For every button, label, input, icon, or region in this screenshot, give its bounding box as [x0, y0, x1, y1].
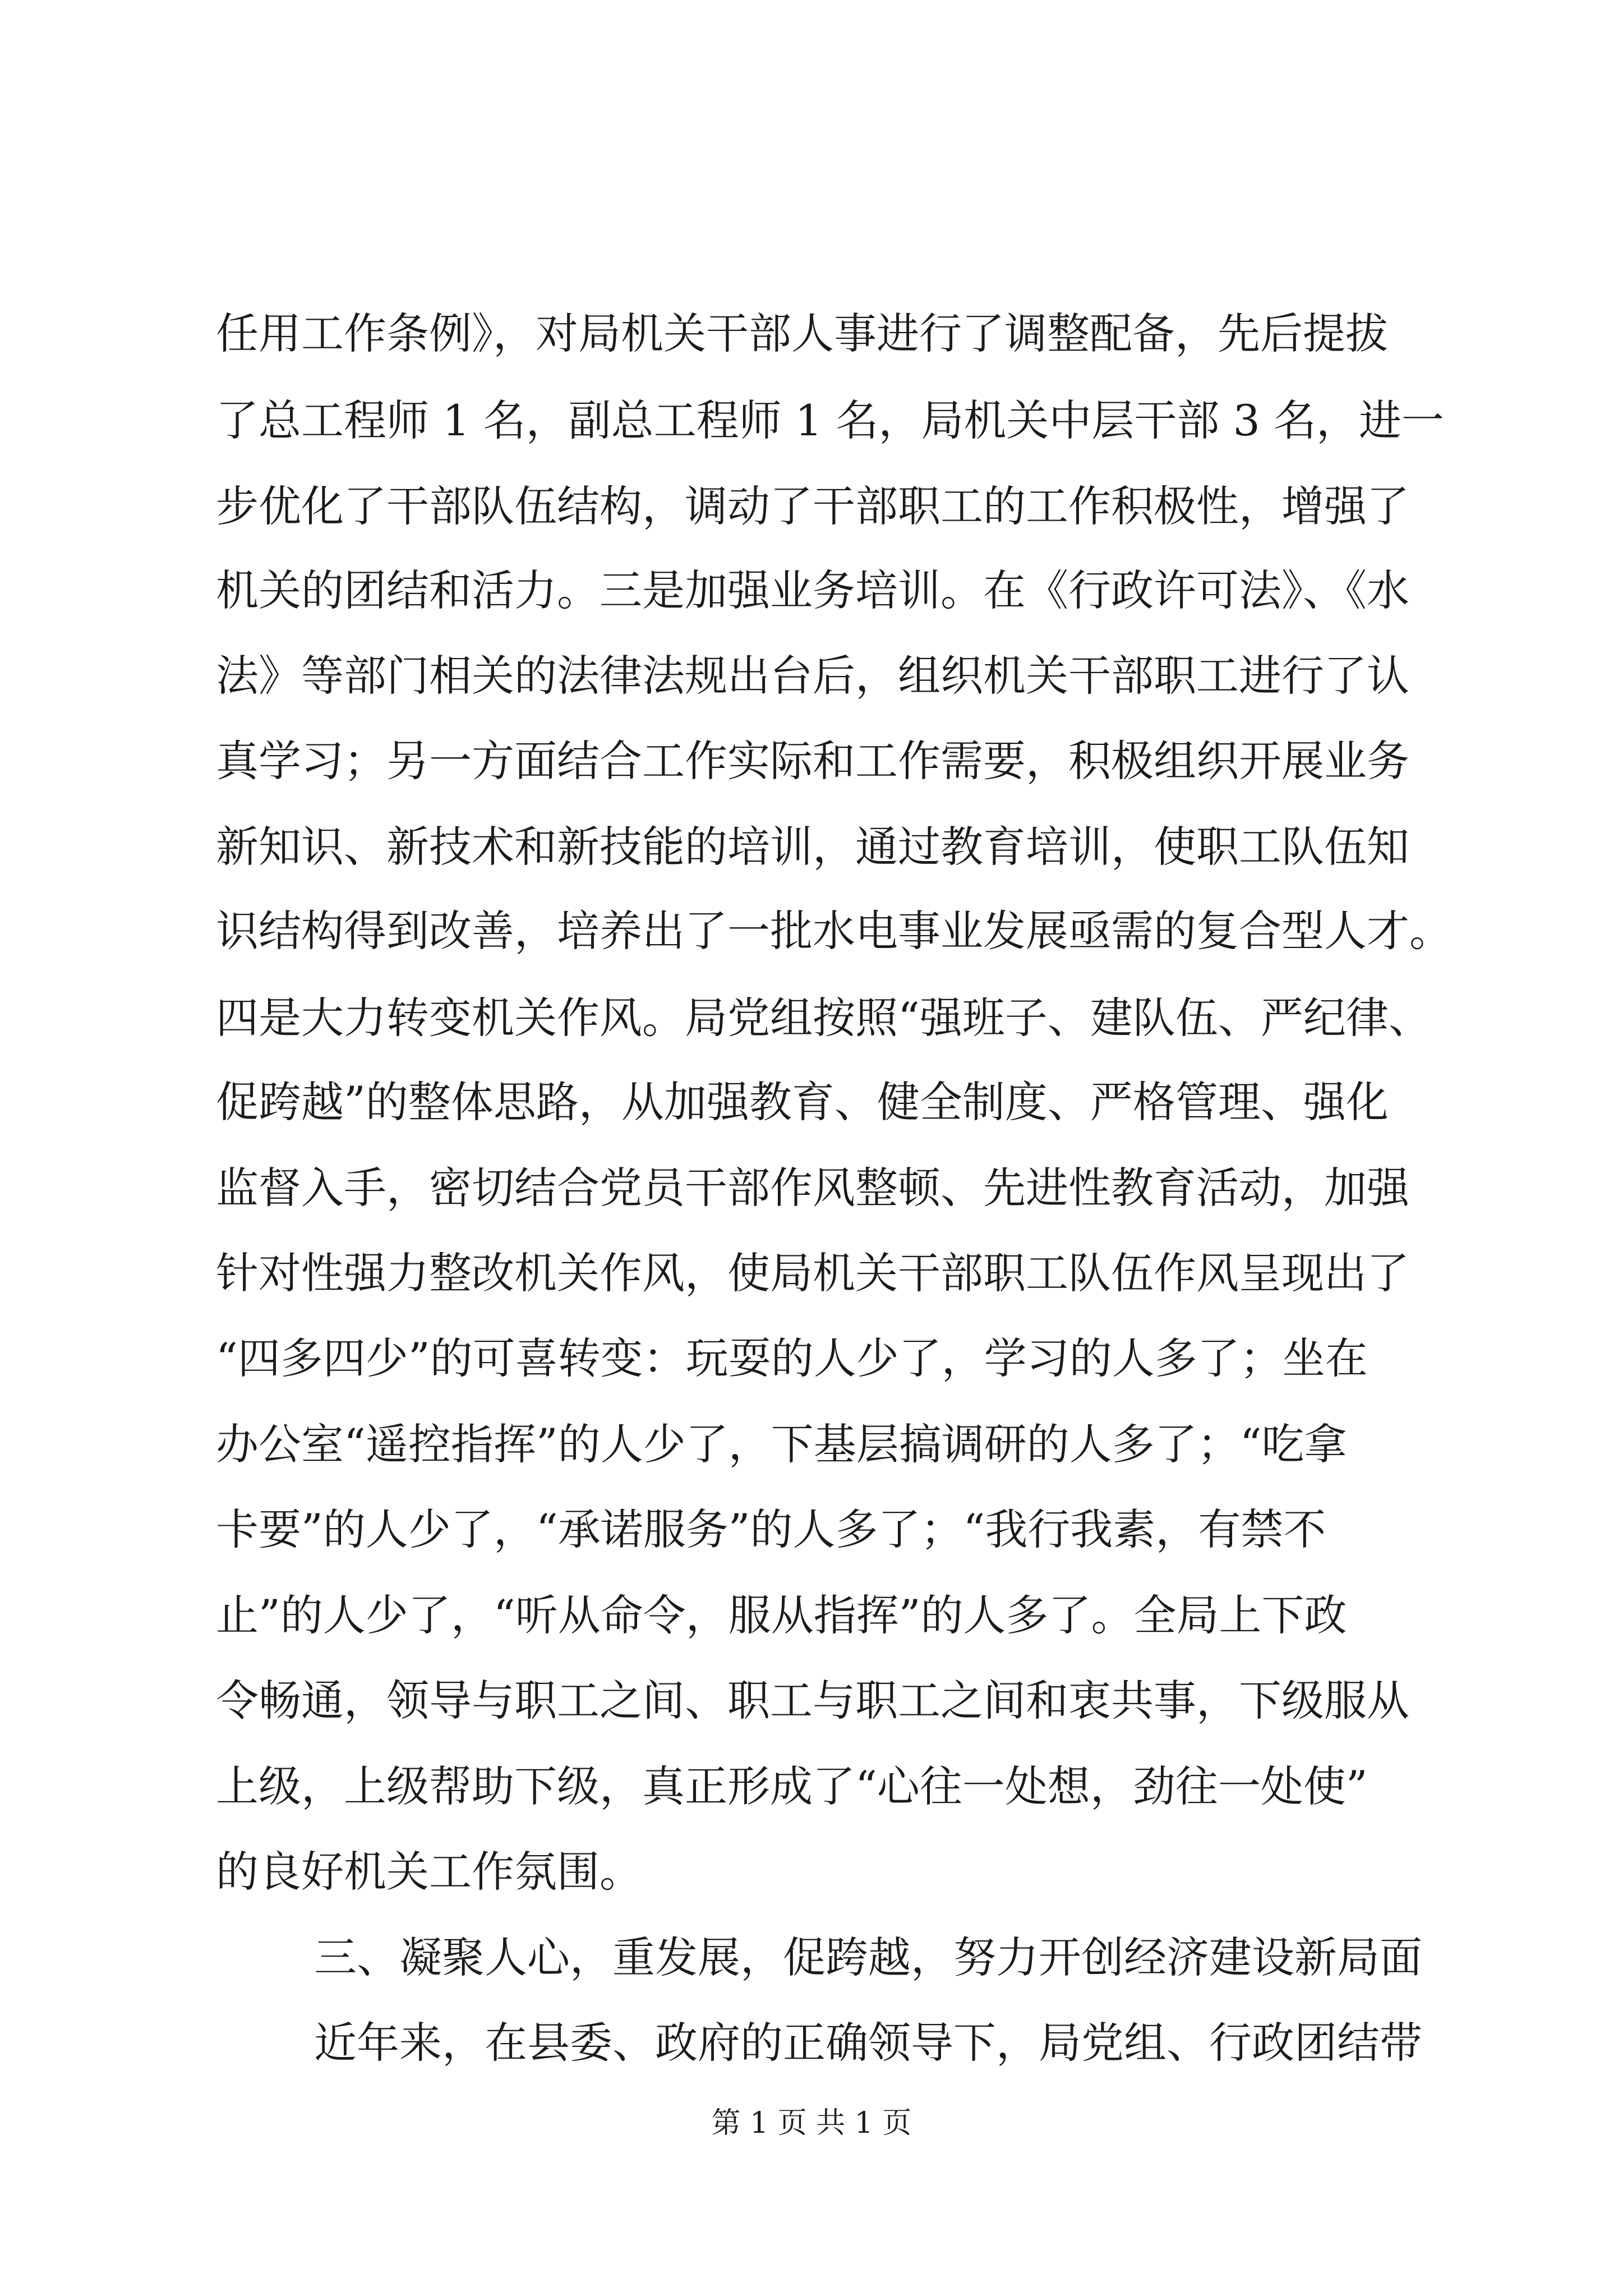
- text-line: 法》等部门相关的法律法规出台后，组织机关干部职工进行了认: [216, 651, 1409, 701]
- text-line: 卡要”的人少了，“承诺服务”的人多了；“我行我素，有禁不: [216, 1504, 1326, 1554]
- text-line: 上级，上级帮助下级，真正形成了“心往一处想，劲往一处使”: [216, 1761, 1368, 1811]
- text-line: 办公室“遥控指挥”的人少了，下基层搞调研的人多了；“吃拿: [216, 1419, 1347, 1469]
- text-line: 机关的团结和活力。三是加强业务培训。在《行政许可法》、《水: [216, 565, 1409, 615]
- text-line: 了总工程师 1 名，副总工程师 1 名，局机关中层干部 3 名，进一: [216, 395, 1445, 445]
- text-line: “四多四少”的可喜转变：玩耍的人少了，学习的人多了；坐在: [216, 1333, 1368, 1383]
- text-line: 任用工作条例》，对局机关干部人事进行了调整配备，先后提拔: [216, 309, 1388, 358]
- text-line: 新知识、新技术和新技能的培训，通过教育培训，使职工队伍知: [216, 822, 1409, 872]
- text-line: 步优化了干部队伍结构，调动了干部职工的工作积极性，增强了: [216, 481, 1409, 531]
- text-line: 监督入手，密切结合党员干部作风整顿、先进性教育活动，加强: [216, 1163, 1409, 1213]
- text-line: 止”的人少了，“听从命令，服从指挥”的人多了。全局上下政: [216, 1590, 1347, 1640]
- text-line: 近年来，在县委、政府的正确领导下，局党组、行政团结带: [314, 2018, 1422, 2068]
- text-line: 识结构得到改善，培养出了一批水电事业发展亟需的复合型人才。: [216, 906, 1452, 956]
- text-line: 促跨越”的整体思路，从加强教育、健全制度、严格管理、强化: [216, 1077, 1389, 1127]
- section-heading: 三、凝聚人心，重发展，促跨越，努力开创经济建设新局面: [314, 1932, 1422, 1982]
- page-footer: 第 1 页 共 1 页: [711, 2106, 912, 2140]
- text-line: 四是大力转变机关作风。局党组按照“强班子、建队伍、严纪律、: [216, 993, 1431, 1043]
- text-line: 的良好机关工作氛围。: [216, 1847, 642, 1897]
- text-line: 真学习；另一方面结合工作实际和工作需要，积极组织开展业务: [216, 736, 1409, 786]
- text-line: 令畅通，领导与职工之间、职工与职工之间和衷共事，下级服从: [216, 1676, 1409, 1726]
- text-line: 针对性强力整改机关作风，使局机关干部职工队伍作风呈现出了: [216, 1248, 1409, 1298]
